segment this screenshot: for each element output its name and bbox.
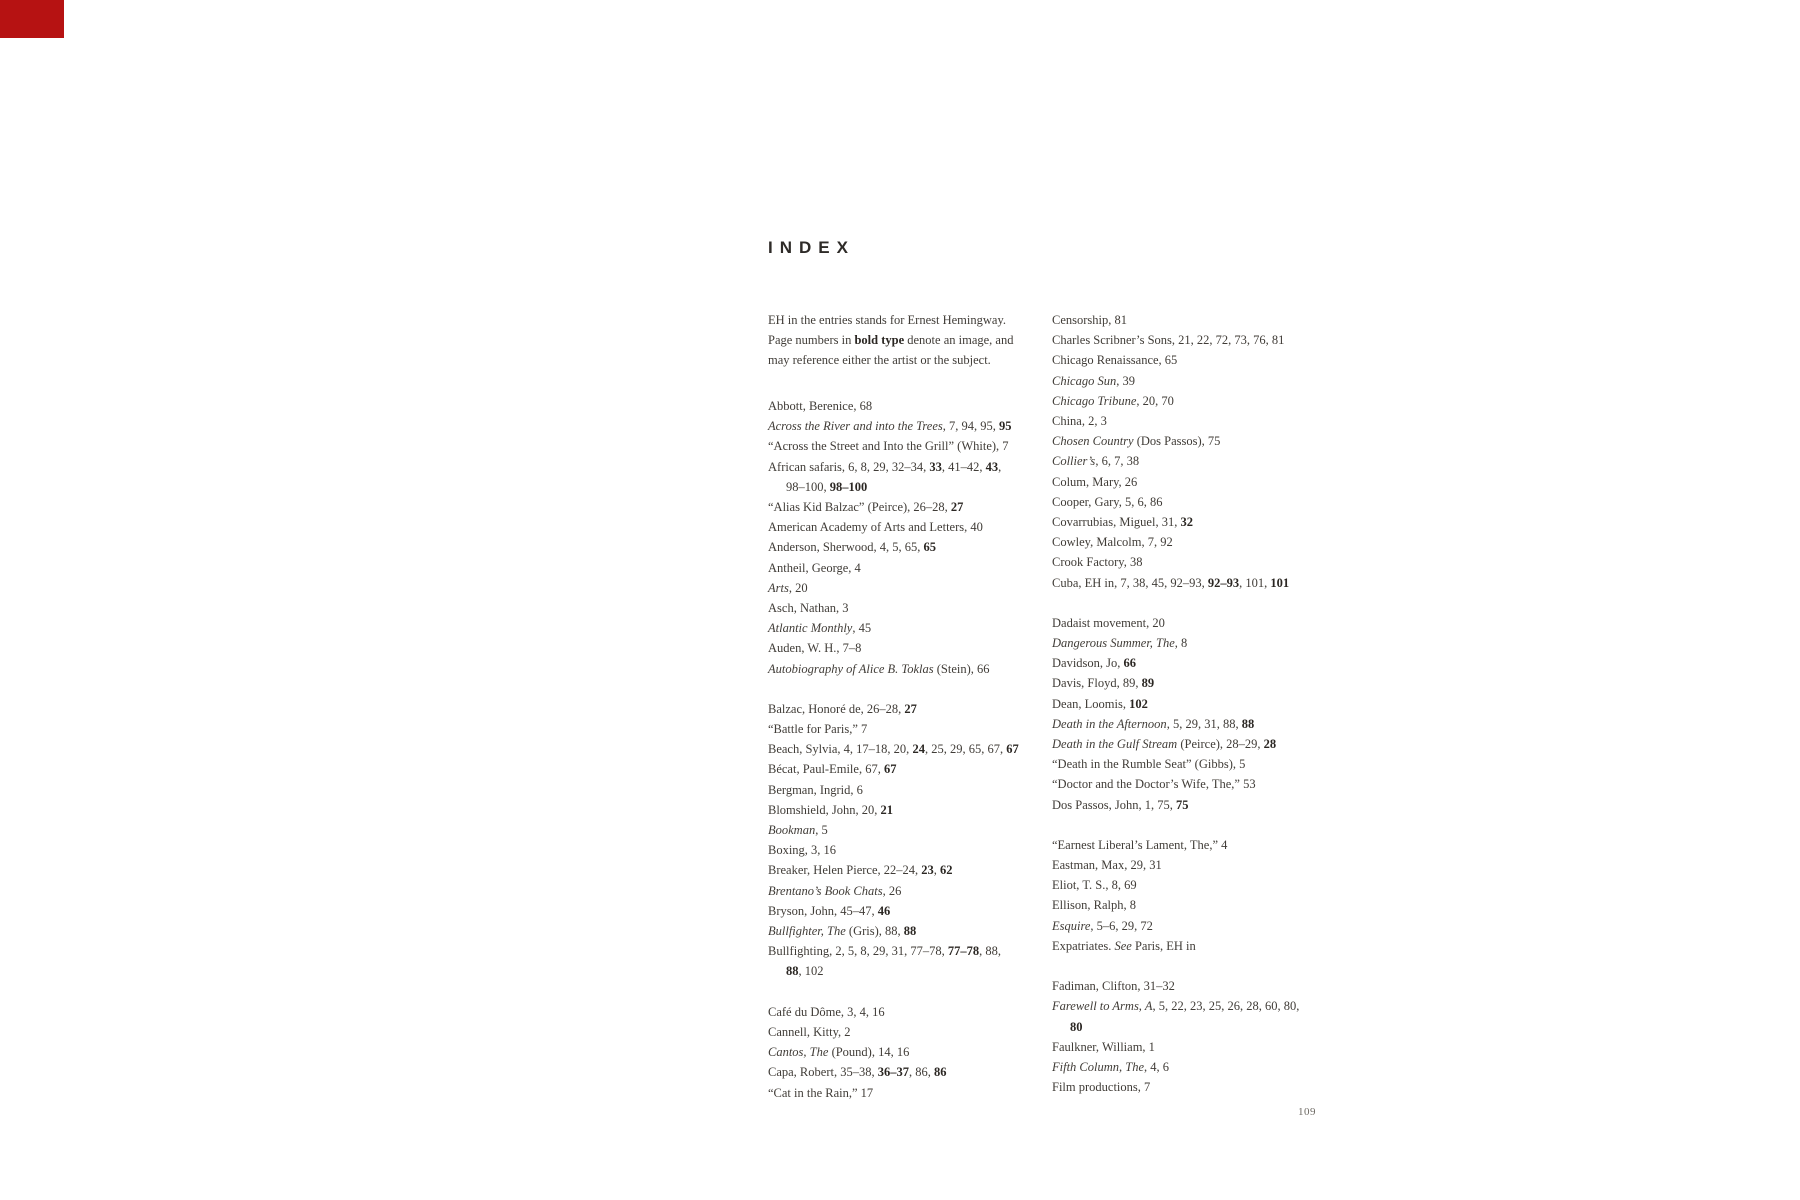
index-entry-line: 98–100, 98–100 — [786, 479, 868, 494]
index-entry-line: China, 2, 3 — [1052, 414, 1107, 429]
index-entry-line: Balzac, Honoré de, 26–28, 27 — [768, 701, 917, 716]
index-entry-line: Ellison, Ralph, 8 — [1052, 898, 1137, 913]
index-entry-line: Blomshield, John, 20, 21 — [768, 802, 894, 817]
index-entry-line: Atlantic Monthly, 45 — [768, 621, 872, 636]
index-entry-line: Crook Factory, 38 — [1052, 555, 1143, 570]
index-entry-line: Eastman, Max, 29, 31 — [1052, 858, 1162, 873]
index-entry-line: Farewell to Arms, A, 5, 22, 23, 25, 26, 28, 60, 80, — [1052, 999, 1300, 1014]
index-entry-line: may reference either the artist or the subject. — [768, 353, 991, 368]
index-entry-line: African safaris, 6, 8, 29, 32–34, 33, 41–42, 43, — [768, 459, 1002, 474]
index-entry-line: Dangerous Summer, The, 8 — [1052, 636, 1188, 651]
index-entry-line: Dos Passos, John, 1, 75, 75 — [1052, 797, 1189, 812]
index-column-right — [1052, 310, 1372, 1097]
index-entry-line: Brentano’s Book Chats, 26 — [768, 883, 902, 898]
index-entry-line: Anderson, Sherwood, 4, 5, 65, 65 — [768, 540, 937, 555]
index-entry-line: American Academy of Arts and Letters, 40 — [768, 520, 983, 535]
index-group-0 — [768, 396, 1068, 679]
index-entry-line: Covarrubias, Miguel, 31, 32 — [1052, 515, 1193, 530]
index-entry-line: Boxing, 3, 16 — [768, 843, 837, 858]
index-entry-line: Death in the Afternoon, 5, 29, 31, 88, 88 — [1052, 716, 1255, 731]
index-entry-line: 88, 102 — [786, 964, 824, 979]
index-entry-line: Cannell, Kitty, 2 — [768, 1024, 851, 1039]
index-entry-line: Film productions, 7 — [1052, 1080, 1151, 1095]
index-entry-line: Charles Scribner’s Sons, 21, 22, 72, 73, 76, 81 — [1052, 333, 1285, 348]
index-entry-line: Bullfighter, The (Gris), 88, 88 — [768, 924, 917, 939]
index-entry-line: “Across the Street and Into the Grill” (White), 7 — [768, 439, 1009, 454]
index-entry-line: “Cat in the Rain,” 17 — [768, 1085, 874, 1100]
index-entry-line: Eliot, T. S., 8, 69 — [1052, 878, 1137, 893]
index-entry-line: Beach, Sylvia, 4, 17–18, 20, 24, 25, 29, 65, 67, 67 — [768, 742, 1019, 757]
index-entry-line: Expatriates. See Paris, EH in — [1052, 938, 1196, 953]
index-entry-line: Arts, 20 — [768, 580, 808, 595]
index-entry-line: EH in the entries stands for Ernest Hemingway. — [768, 313, 1007, 327]
index-entry-line: Dadaist movement, 20 — [1052, 615, 1165, 630]
index-entry-line: Chicago Tribune, 20, 70 — [1052, 393, 1174, 408]
index-entry-line: Bergman, Ingrid, 6 — [768, 782, 863, 797]
index-entry-line: Faulkner, William, 1 — [1052, 1039, 1155, 1054]
index-entry-line: Auden, W. H., 7–8 — [768, 641, 862, 656]
index-group-1 — [768, 699, 1068, 982]
index-entry-line: Capa, Robert, 35–38, 36–37, 86, 86 — [768, 1065, 947, 1080]
index-entry-line: Across the River and into the Trees, 7, 94, 95, 95 — [768, 419, 1012, 434]
index-entry-line: Bryson, John, 45–47, 46 — [768, 903, 891, 918]
index-entry-line: Colum, Mary, 26 — [1052, 474, 1138, 489]
index-group-2 — [1052, 835, 1372, 956]
index-entry-line: Bullfighting, 2, 5, 8, 29, 31, 77–78, 77–78, 88, — [768, 944, 1001, 959]
index-entry-line: Autobiography of Alice B. Toklas (Stein), 66 — [768, 661, 990, 676]
index-entry-line: “Battle for Paris,” 7 — [768, 722, 868, 737]
index-entry-line: Death in the Gulf Stream (Peirce), 28–29, 28 — [1052, 737, 1277, 752]
index-entry-line: 80 — [1070, 1019, 1083, 1034]
index-entry-line: Censorship, 81 — [1052, 313, 1127, 327]
index-entry-line: Chosen Country (Dos Passos), 75 — [1052, 434, 1221, 449]
index-entry-line: Fifth Column, The, 4, 6 — [1052, 1059, 1170, 1074]
index-entry-line: Asch, Nathan, 3 — [768, 601, 849, 616]
index-entry-line: Cantos, The (Pound), 14, 16 — [768, 1045, 910, 1060]
index-entry-line: Antheil, George, 4 — [768, 560, 861, 575]
page-number: 109 — [1298, 1106, 1316, 1118]
index-entry-line: Esquire, 5–6, 29, 72 — [1052, 918, 1153, 933]
index-entry-line: Chicago Renaissance, 65 — [1052, 353, 1178, 368]
page-title: INDEX — [768, 238, 855, 257]
index-group-3 — [1052, 976, 1372, 1097]
index-entry-line: “Alias Kid Balzac” (Peirce), 26–28, 27 — [768, 500, 964, 515]
page-corner-marker — [0, 0, 64, 38]
index-entry-line: “Doctor and the Doctor’s Wife, The,” 53 — [1052, 777, 1256, 792]
index-entry-line: Collier’s, 6, 7, 38 — [1052, 454, 1140, 469]
index-entry-line: Breaker, Helen Pierce, 22–24, 23, 62 — [768, 863, 953, 878]
index-entry-line: Page numbers in bold type denote an image, and — [768, 333, 1014, 348]
index-entry-line: Café du Dôme, 3, 4, 16 — [768, 1004, 885, 1019]
index-entry-line: Chicago Sun, 39 — [1052, 373, 1135, 388]
index-group-0 — [1052, 310, 1372, 593]
index-entry-line: Dean, Loomis, 102 — [1052, 696, 1148, 711]
index-entry-line: Bécat, Paul-Emile, 67, 67 — [768, 762, 897, 777]
index-entry-line: Fadiman, Clifton, 31–32 — [1052, 979, 1175, 994]
index-note — [768, 310, 1068, 371]
index-entry-line: Abbott, Berenice, 68 — [768, 399, 873, 413]
index-entry-line: Bookman, 5 — [768, 823, 828, 838]
index-group-2 — [768, 1002, 1068, 1103]
index-entry-line: “Earnest Liberal’s Lament, The,” 4 — [1052, 837, 1228, 852]
index-entry-line: Cuba, EH in, 7, 38, 45, 92–93, 92–93, 101, 101 — [1052, 575, 1290, 590]
index-entry-line: Davis, Floyd, 89, 89 — [1052, 676, 1155, 691]
index-entry-line: Davidson, Jo, 66 — [1052, 656, 1137, 671]
index-entry-line: “Death in the Rumble Seat” (Gibbs), 5 — [1052, 757, 1246, 772]
index-entry-line: Cooper, Gary, 5, 6, 86 — [1052, 494, 1163, 509]
index-entry-line: Cowley, Malcolm, 7, 92 — [1052, 535, 1173, 550]
index-group-1 — [1052, 613, 1372, 815]
index-column-left — [768, 396, 1068, 1103]
